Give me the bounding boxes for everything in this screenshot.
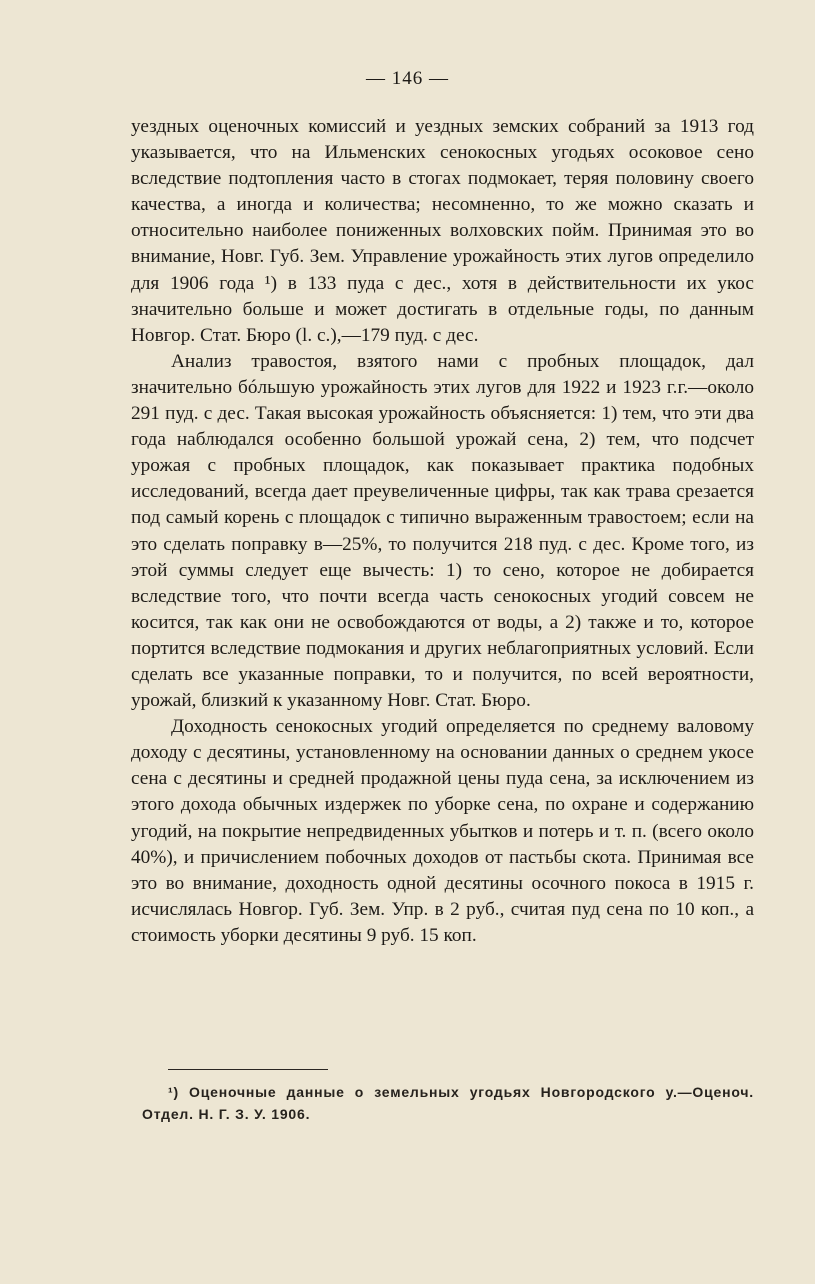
footnote-text: ¹) Оценочные данные о земельных угодьях Новгородского у.—Оценоч. Отдел. Н. Г. З. У. 1906. [142,1084,754,1122]
footnote-divider [168,1069,328,1070]
paragraph: Анализ травостоя, взятого нами с пробных площадок, дал значительно бóльшую урожайность этих лугов для 1922 и 1923 г.г.—около 291 пуд. с дес. Такая высокая урожайность объясняется: 1) тем, что эти два года наблюдался особенно большой урожай сена, 2) тем, что подсчет урожая с пробных площадок, как показывает практика подобных исследований, всегда дает преувеличенные цифры, так как трава срезается под самый корень с площадок с типично выраженным травостоем; если на это сделать поправку в—25%, то получится 218 пуд. с дес. Кроме того, из этой суммы следует еще вычесть: 1) то сено, которое не добирается вследствие того, что почти всегда часть сенокосных угодий совсем не косится, так как они не освобождаются от воды, а 2) также и то, которое портится вследствие подмокания и других неблагоприятных условий. Если сделать все указанные поправки, то и получится, по всей вероятности, урожай, близкий к указанному Новг. Стат. Бюро. [131,350,754,712]
paragraph: уездных оценочных комиссий и уездных земских собраний за 1913 год указывается, что на Ильменских сенокосных угодьях осоковое сено вследствие подтопления часто в стогах подмокает, теряя половину своего качества, а иногда и количества; несомненно, то же можно сказать и относительно наиболее пониженных волховских пойм. Принимая это во внимание, Новг. Губ. Зем. Управление урожайность этих лугов определило для 1906 года ¹) в 133 пуда с дес., хотя в действительности их укос значительно больше и может достигать в отдельные годы, по данным Новгор. Стат. Бюро (l. с.),—179 пуд. с дес. [131,116,754,346]
footnote [142,1081,754,1125]
body-text [131,114,754,949]
page-number: — 146 — [366,68,449,89]
paragraph: Доходность сенокосных угодий определяется по среднему валовому доходу с десятины, установленному на основании данных о среднем укосе сена с десятины и средней продажной цены пуда сена, за исключением из этого дохода обычных издержек по уборке сена, по охране и содержанию угодий, на покрытие непредвиденных убытков и потерь и т. п. (всего около 40%), и причислением побочных доходов от пастьбы скота. Принимая все это во внимание, доходность одной десятины осочного покоса в 1915 г. исчислялась Новгор. Губ. Зем. Упр. в 2 руб., считая пуд сена по 10 коп., а стоимость уборки десятины 9 руб. 15 коп. [131,716,754,946]
